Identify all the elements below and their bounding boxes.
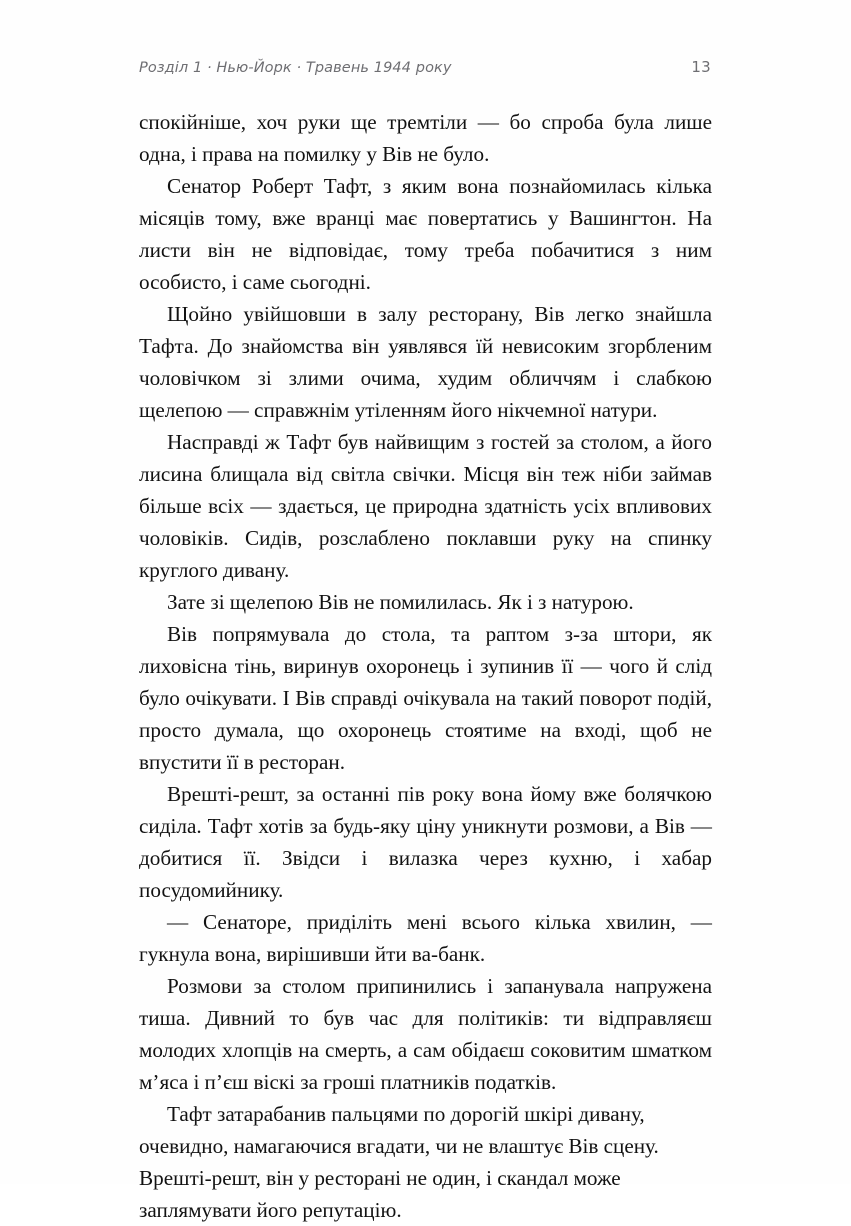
- running-head: [139, 58, 711, 84]
- paragraph: Врешті-решт, за останні пів року вона йому вже болячкою сиділа. Тафт хотів за будь-яку ціну уникнути розмови, а Вів — добитися її. Звідси і вилазка через кухню, і хабар посудомийнику.: [139, 782, 712, 902]
- paragraph: Розмови за столом припинились і запанувала напружена тиша. Дивний то був час для політиків: ти відправляєш молодих хлопців на смерть, а сам обідаєш соковитим шматком м’яса і п’єш віскі за гроші платників податків.: [139, 974, 712, 1094]
- paragraph: Щойно увійшовши в залу ресторану, Вів легко знайшла Тафта. До знайомства він уявлявся їй невисоким згорбленим чоловічком зі злими очима, худим обличчям і слабкою щелепою — справжнім утіленням його нікчемної натури.: [139, 302, 712, 422]
- paragraph: Тафт затарабанив пальцями по дорогій шкірі дивану, очевидно, намагаючися вгадати, чи не влаштує Вів сцену. Врешті-решт, він у ресторані не один, і скандал може заплямувати його репутацію.: [139, 1102, 659, 1222]
- paragraph: Насправді ж Тафт був найвищим з гостей за столом, а його лисина блищала від світла свічки. Місця він теж ніби займав більше всіх — здається, це природна здатність усіх впливових чоловіків. Сидів, розслаблено поклавши руку на спинку круглого дивану.: [139, 430, 712, 582]
- body-text: [139, 106, 712, 1226]
- page-number: 13: [691, 58, 711, 76]
- paragraph: Зате зі щелепою Вів не помилилась. Як і з натурою.: [167, 590, 634, 614]
- paragraph: спокійніше, хоч руки ще тремтіли — бо спроба була лише одна, і права на помилку у Вів не було.: [139, 110, 712, 166]
- paragraph: Вів попрямувала до стола, та раптом з-за штори, як лиховісна тінь, виринув охоронець і зупинив її — чого й слід було очікувати. І Вів справді очікувала на такий поворот подій, просто думала, що охоронець стоятиме на вході, щоб не впустити її в ресторан.: [139, 622, 712, 774]
- running-head-title: Розділ 1 · Нью-Йорк · Травень 1944 року: [139, 60, 452, 76]
- dialogue-paragraph: — Сенаторе, приділіть мені всього кілька хвилин, — гукнула вона, вирішивши йти ва-банк.: [139, 910, 712, 966]
- paragraph: Сенатор Роберт Тафт, з яким вона познайомилась кілька місяців тому, вже вранці має повертатись у Вашингтон. На листи він не відповідає, тому треба побачитися з ним особисто, і саме сьогодні.: [139, 174, 712, 294]
